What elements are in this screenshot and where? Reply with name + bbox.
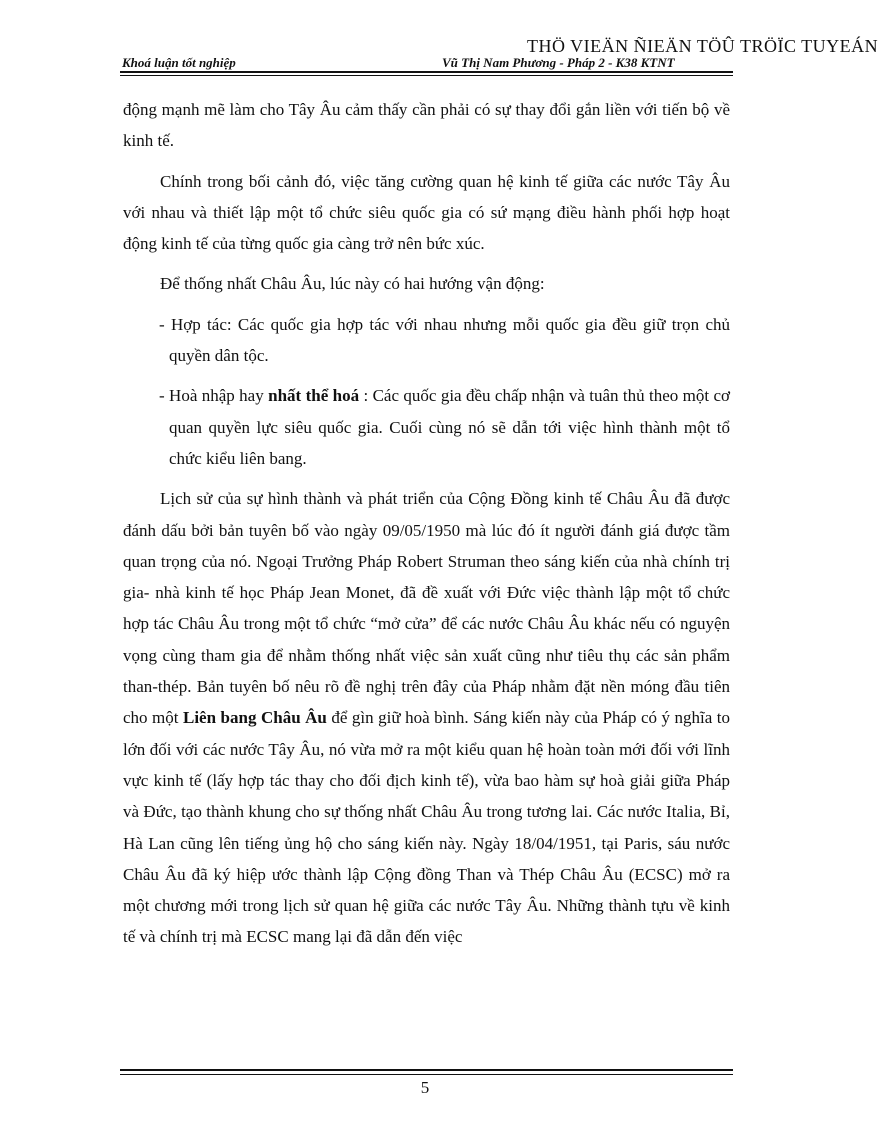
- footer-divider-thick: [120, 1069, 733, 1071]
- header-divider-thin: [120, 75, 733, 76]
- bullet-item-2: [123, 380, 730, 474]
- watermark-text: THÖ VIEÄN ÑIEÄN TÖÛ TRÖÏC TUYEÁN: [527, 36, 878, 56]
- paragraph-4-bold-term: Liên bang Châu Âu: [183, 708, 327, 728]
- bullet-item-1: - Hợp tác: Các quốc gia hợp tác với nhau nhưng mỗi quốc gia đều giữ trọn chủ quyền dân tộc.: [159, 314, 730, 366]
- bullet-2-bold-term: nhất thể hoá: [268, 386, 360, 406]
- header-left-title: Khoá luận tốt nghiệp: [122, 55, 236, 70]
- bullet-2-lead: - Hoà nhập hay: [159, 386, 269, 406]
- paragraph-3: Để thống nhất Châu Âu, lúc này có hai hướng vận động:: [160, 274, 545, 294]
- page-number: 5: [420, 1078, 430, 1097]
- paragraph-2: Chính trong bối cảnh đó, việc tăng cường quan hệ kinh tế giữa các nước Tây Âu với nhau và thiết lập một tổ chức siêu quốc gia có sứ mạng điều hành phối hợp hoạt động kinh tế của từng quốc gia càng trở nên bức xúc.: [123, 171, 730, 254]
- paragraph-1: động mạnh mẽ làm cho Tây Âu cảm thấy cần phải có sự thay đổi gắn liền với tiến bộ về kinh tế.: [123, 100, 730, 151]
- paragraph-4-lead: Lịch sử của sự hình thành và phát triển của Cộng Đồng kinh tế Châu Âu đã được đánh dấu bởi bản tuyên bố vào ngày 09/05/1950 mà lúc đó ít người đánh giá được tầm quan trọng của nó. Ngoại Trưởng Pháp Robert Struman theo sáng kiến của nhà chính trị gia- nhà kinh tế học Pháp Jean Monet, đã đề xuất với Đức việc thành lập một tổ chức hợp tác Châu Âu trong một tổ chức “mở cửa” để các nước Châu Âu khác nếu có nguyện vọng cùng tham gia để nhằm thống nhất việc sản xuất cũng như tiêu thụ các sản phẩm than-thép. Bản tuyên bố nêu rõ đề nghị trên đây của Pháp nhằm đặt nền móng đầu tiên cho một: [123, 489, 730, 728]
- header-divider-thick: [120, 71, 733, 73]
- paragraph-4: [123, 483, 730, 952]
- bullet-2-rest: : Các quốc gia đều chấp nhận và tuân thủ theo một cơ quan quyền lực siêu quốc gia. Cuối cùng nó sẽ dẫn tới việc hình thành một tổ chức kiểu liên bang.: [169, 386, 731, 468]
- header-right-author: Vũ Thị Nam Phương - Pháp 2 - K38 KTNT: [442, 55, 675, 70]
- footer-divider-thin: [120, 1074, 733, 1075]
- document-body: [123, 94, 730, 953]
- paragraph-4-rest: để gìn giữ hoà bình. Sáng kiến này của Pháp có ý nghĩa to lớn đối với các nước Tây Âu, nó vừa mở ra một kiểu quan hệ hoàn toàn mới đối với lĩnh vực kinh tế (lấy hợp tác thay cho đối địch kinh tế), vừa bao hàm sự hoà giải giữa Pháp và Đức, tạo thành khung cho sự thống nhất Châu Âu trong tương lai. Các nước Italia, Bỉ, Hà Lan cũng lên tiếng ủng hộ cho sáng kiến này. Ngày 18/04/1951, tại Paris, sáu nước Châu Âu đã ký hiệp ước thành lập Cộng đồng Than và Thép Châu Âu (ECSC) mở ra một chương mới trong lịch sử quan hệ giữa các nước Tây Âu. Những thành tựu về kinh tế và chính trị mà ECSC mang lại đã dẫn đến việc: [123, 708, 731, 947]
